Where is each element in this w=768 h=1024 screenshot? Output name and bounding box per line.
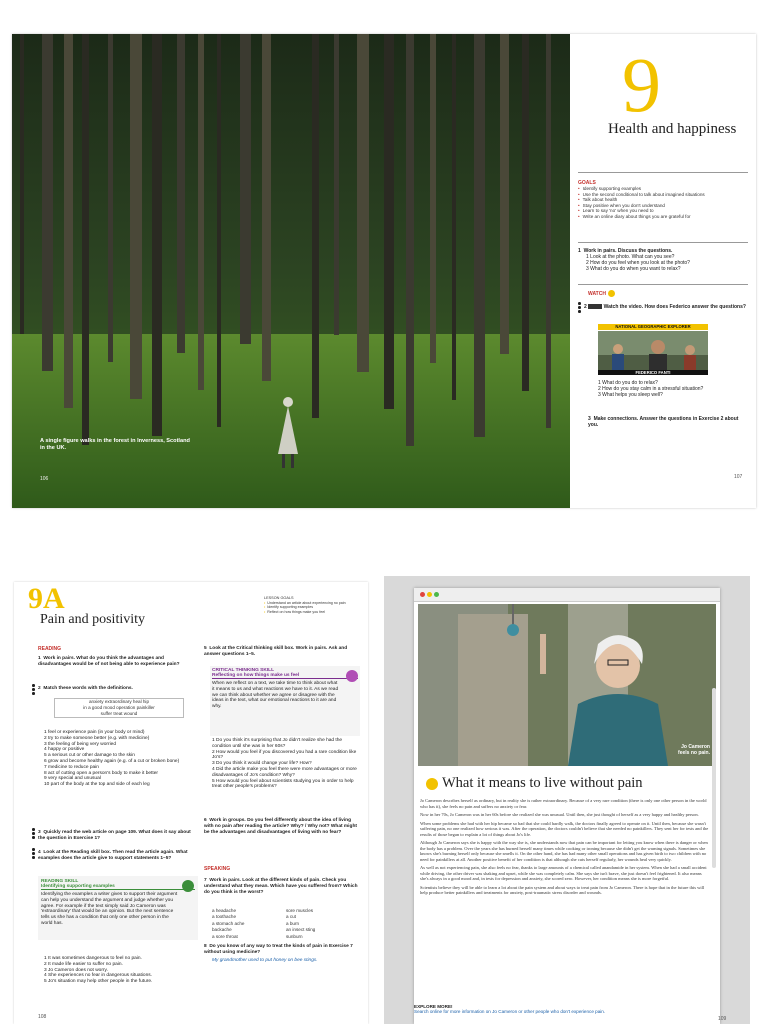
question-item: 3 What do you do when you want to relax? (586, 266, 681, 272)
definition-item: 1 feel or experience pain (in your body or mind) (44, 730, 145, 735)
tree-trunk (312, 34, 319, 418)
skill-text: Identifying the examples a writer gives to support their argument can help you understand the argument and judge whether you agree. For example if the text simply said Jo Cameron was 'extraordinary' that would be an opinion. But the next sentence tells us she has a condition that only one other person in the world has. (41, 892, 178, 926)
goal-item: • Write an online diary about things you are grateful for (578, 214, 750, 220)
minimize-icon[interactable] (427, 592, 432, 597)
statement-item: 1 It was sometimes dangerous to feel no pain. (44, 956, 142, 961)
pain-item: a burn (286, 920, 300, 926)
exercise-7: 7 Work in pairs. Look at the different kinds of pain. Check you understand what they mean. Which have you suffered from? Which do you think is the worst? (204, 878, 358, 895)
word-line: anxiety extraordinary heal hip (88, 699, 149, 704)
exercise-5: 5 Look at the Critical thinking skill box. Work in pairs. Ask and answer questions 1–5. (204, 646, 348, 657)
audio-dots-icon (32, 684, 35, 696)
pain-item: a toothache (212, 914, 237, 920)
question-item: 2 How do you stay calm in a stressful situation? (598, 386, 704, 392)
forest-photo (12, 34, 570, 508)
skill-heading: CRITICAL THINKING SKILL (212, 668, 275, 673)
tree-trunk (108, 34, 113, 362)
explore-more (414, 1004, 720, 1014)
unit-number: 9 (622, 41, 661, 128)
photo-caption: A single figure walks in the forest in Inverness, Scotland in the UK. (40, 438, 190, 451)
exercise-instruction: Work in groups. Do you feel differently about the idea of living with no pain after reading the article? Why? / Why not? What might be the advantages and disadvantages of living with no fear? (204, 818, 357, 835)
explorer-photo[interactable] (598, 331, 708, 375)
audio-dots-icon (32, 828, 35, 840)
tree-trunk (474, 34, 485, 437)
tree-trunk (430, 34, 436, 363)
exercise-instruction: Quickly read the web article on page 109. What does it say about the question in Exercise 1? (38, 830, 191, 841)
pain-item: sore muscles (286, 908, 314, 913)
reading-heading: READING (38, 646, 62, 652)
tree-trunk (546, 34, 551, 428)
definition-item: 6 grow and become healthy again (e.g. of a cut or broken bone) (44, 758, 180, 764)
exercise-2-questions (598, 380, 748, 398)
goal-item: • Learn to say 'no' when you need to (578, 208, 750, 214)
article-paragraph: As well as not experiencing pain, she also feels no fear, thanks to large amounts of a chemical called anandamide in her system. When she had a small accident while driving, the other driver was shaking and upset, while she was completely calm. She says she isn't brave, she just doesn't feel frightened. It also means she's always in a good mood and, in tests for depression and anxiety, she scored zero. However, her condition means she is more forgetful. (420, 865, 707, 881)
explore-link[interactable]: Search online for more information on Jo Cameron or other people who don't experience pain. (414, 1009, 606, 1014)
word-line: in a good mood operation painkiller (83, 705, 155, 710)
tree-trunk (130, 34, 142, 399)
watch-label: WATCH (588, 290, 606, 297)
tree-trunk (452, 34, 456, 400)
statement-item: 3 Jo Cameron does not worry. (44, 967, 108, 973)
exercise-2: 2 Match these words with the definitions. (38, 686, 133, 691)
exercise-instruction: Work in pairs. What do you think the advantages and disadvantages would be of not being able to experience pain? (38, 656, 180, 667)
pain-item: a sore throat (212, 933, 238, 939)
speaking-heading: SPEAKING (204, 866, 231, 872)
critical-thinking-questions (212, 738, 360, 790)
lesson-number: 9A (28, 582, 65, 615)
goals-heading: GOALS (578, 180, 596, 186)
caption-line: feels no pain. (678, 750, 710, 756)
article-paragraph: Although Jo Cameron says she is happy with the way she is, she understands now that pain can be important for letting you know when there is danger or when the body has a problem. Over the years she has burned herself many times while cooking or ironing because she didn't get the warning signals. Sometimes she knows she's burning herself only because she smells it. On the other hand, she has had many other small operations and has given birth to two children with no need for painkillers at all. Another positive benefit of her condition is that although she cuts herself regularly, her wounds heal very quickly. (420, 840, 708, 862)
pain-item: backache (212, 927, 232, 933)
article-body (420, 798, 710, 899)
skill-text: When we reflect on a text, we take time to think about what it means to us and what reactions we have to it. As we read we can think about whether we agree or disagree with the ideas in the text, what our emotional reactions to it are and why. (212, 681, 339, 710)
critical-thinking-box (210, 666, 360, 736)
tree-trunk (334, 34, 339, 335)
scrollbar[interactable] (712, 688, 716, 868)
exercise-1 (578, 248, 750, 272)
tree-trunk (262, 34, 271, 381)
pain-item: sunburn (286, 933, 303, 939)
definitions-list (44, 730, 200, 788)
tree-trunk (82, 34, 89, 445)
exercise-number: 1 (578, 248, 581, 254)
question-item: 1 Look at the photo. What can you see? (586, 254, 675, 260)
audio-dots-icon (32, 848, 35, 860)
goal-item: • Stay positive when you don't understand (578, 203, 750, 209)
tree-trunk (198, 34, 204, 390)
definition-item: 9 very special and unusual (44, 776, 101, 782)
question-item: 3 What helps you sleep well? (598, 392, 663, 398)
question-item: 2 How do you feel when you look at the photo? (586, 260, 690, 266)
exercise-4: 4 Look at the Reading skill box. Then read the article again. What examples does the article give to support statements 1–5? (38, 850, 188, 861)
tree-trunk (217, 34, 221, 427)
pain-list-right (286, 908, 356, 940)
caption-line: Jo Cameron (681, 744, 710, 750)
exercise-instruction: Make connections. Answer the questions in Exercise 2 about you. (588, 416, 739, 428)
page-number: 108 (38, 1014, 47, 1020)
divider (578, 172, 748, 173)
tree-trunk (20, 34, 24, 334)
definition-item: 7 medicine to reduce pain (44, 764, 99, 770)
unit-title: Health and happiness (608, 121, 737, 137)
exercise-6: 6 Work in groups. Do you feel differently about the idea of living with no pain after reading the article? Why? / Why not? What might be the advantages and disadvantages of living with no fear? (204, 818, 357, 835)
explore-heading: EXPLORE MORE! (414, 1004, 453, 1009)
statement-item: 5 Jo's situation may help other people in the future. (44, 979, 153, 985)
exercise-instruction: Look at the Critical thinking skill box. Work in pairs. Ask and answer questions 1–5. (204, 646, 348, 657)
question-item: 2 How would you feel if you discovered you had a rare condition like Jo's? (212, 749, 357, 761)
lesson-goal-item: • Identify supporting examples (264, 605, 364, 609)
lesson-title: Pain and positivity (40, 612, 145, 627)
article-page (384, 576, 750, 1024)
tree-trunk (64, 34, 73, 408)
audio-dots-icon (578, 302, 581, 314)
skill-heading: READING SKILL (41, 879, 79, 884)
skill-subheading: Reflecting on how things make us feel (212, 673, 358, 679)
exercise-2 (584, 304, 750, 310)
video-icon[interactable] (588, 304, 602, 309)
audio-icon[interactable] (426, 778, 438, 790)
definition-item: 10 part of the body at the top and side of each leg (44, 782, 150, 788)
lesson-goal-item: • Understand an article about experiencing no pain (264, 601, 364, 605)
browser-toolbar (414, 588, 720, 602)
pain-item: a stomach ache (212, 920, 245, 926)
example-answer: My grandmother used to put honey on bee stings. (212, 958, 318, 963)
lesson-goals-list (264, 601, 364, 614)
forest-illustration (12, 34, 570, 508)
tree-trunk (357, 34, 369, 372)
divider (578, 284, 748, 285)
exercise-8: 8 Do you know of any way to treat the kinds of pain in Exercise 7 without using medicine? (204, 944, 353, 955)
question-item: 4 Did the article make you feel there were more advantages or more disadvantages of Jo's condition? Why? (212, 766, 357, 778)
tree-trunk (500, 34, 509, 354)
exercise-instruction: Watch the video. How does Federico answer the questions? (603, 304, 746, 310)
unit-intro-panel (570, 34, 756, 508)
lesson-page (14, 582, 368, 1024)
page-number-right: 107 (734, 474, 743, 480)
exercise-instruction: Work in pairs. Look at the different kinds of pain. Check you understand what they mean. Which have you suffered from? Which do you think is the worst? (204, 878, 358, 895)
lesson-goal-item: • Reflect on how things make you feel (264, 610, 364, 614)
tree-trunk (240, 34, 251, 344)
thinking-icon (346, 670, 358, 682)
goals-list (578, 186, 750, 220)
tree-trunk (384, 34, 394, 409)
pain-item: an insect sting (286, 927, 316, 933)
statement-item: 4 She experiences no fear in dangerous situations. (44, 973, 153, 979)
article-paragraph: Jo Cameron describes herself as ordinary, but in reality she is rather extraordinary. Because of a very rare condition (there is only one other person in the world who has it), she feels no pain and suffers no anxiety or fear. (420, 798, 707, 809)
unit-opener-spread (12, 34, 756, 508)
question-item: 1 What do you do to relax? (598, 380, 658, 386)
photo-caption (678, 744, 710, 756)
exercise-instruction: Do you know of any way to treat the kinds of pain in Exercise 7 without using medicine? (204, 944, 353, 955)
close-icon[interactable] (420, 592, 425, 597)
exercise-number: 3 (588, 416, 591, 422)
browser-window (414, 588, 720, 1024)
article-paragraph: Now in her 70s, Jo Cameron was in her 60s before she realized she was unusual. Until then, she just thought of herself as a very happy and healthy person. (420, 812, 699, 817)
explorer-illustration (598, 331, 708, 375)
tree-trunk (177, 34, 185, 353)
question-item: 3 Do you think it would change your life? How? (212, 761, 312, 767)
definition-item: 2 try to make someone better (e.g. with medicine) (44, 735, 150, 741)
goal-item: • Talk about health (578, 197, 750, 203)
explore-text (414, 1009, 720, 1014)
exercise-instruction: Look at the Reading skill box. Then read the article again. What examples does the article give to support statements 1–5? (38, 850, 188, 861)
explorer-bar: NATIONAL GEOGRAPHIC EXPLORER (598, 324, 708, 330)
exercise-instruction: Match these words with the definitions. (43, 686, 133, 691)
tree-trunk (152, 34, 162, 436)
word-box (54, 698, 184, 718)
divider (578, 242, 748, 243)
goal-item: • Use the second conditional to talk about imagined situations (578, 192, 750, 198)
article-paragraph: Scientists believe they will be able to learn a lot about the pain system and about ways to treat pain from Jo Cameron. There is hope that in the future this will help produce better painkillers and treatments for anxiety, post-traumatic stress disorder and wounds. (420, 884, 705, 895)
play-icon[interactable] (608, 290, 615, 297)
book-icon (182, 880, 194, 892)
exercise-3: 3 Quickly read the web article on page 109. What does it say about the question in Exercise 1? (38, 830, 191, 841)
definition-item: 4 happy or positive (44, 747, 85, 753)
definition-item: 8 act of cutting open a person's body to make it better (44, 770, 158, 776)
article-paragraph: When some problems she had with her hip became so bad that she could hardly walk, the doctors finally agreed to operate on it. Until then, because she wasn't suffering pain, no one realized how serious it was. After the operation, the doctors couldn't believe that she needed no painkillers. They sent her for tests and the results of those began to explain a lot of things about Jo's life. (420, 820, 709, 837)
skill-subheading: Identifying supporting examples (41, 884, 195, 890)
pain-item: a headache (212, 908, 237, 913)
page-number-left: 106 (40, 476, 49, 482)
exercise-instruction: Work in pairs. Discuss the questions. (583, 248, 673, 254)
word-line: suffer treat wound (100, 711, 138, 716)
maximize-icon[interactable] (434, 592, 439, 597)
tree-trunk (42, 34, 53, 371)
statements-list (44, 956, 200, 985)
tree-trunk (406, 34, 414, 446)
tree-trunk (522, 34, 529, 391)
watch-heading (588, 290, 615, 297)
article-title: What it means to live without pain (442, 775, 643, 791)
lesson-goals-heading: LESSON GOALS (264, 596, 294, 600)
article-illustration (418, 604, 716, 766)
definition-item: 5 a serious cut or other damage to the skin (44, 753, 135, 759)
pain-list-left (212, 908, 282, 940)
explorer-name: FEDERICO FANTI (598, 370, 708, 376)
pain-item: a cut (286, 914, 296, 920)
exercise-number: 2 (584, 304, 587, 310)
article-photo (418, 604, 716, 766)
reading-skill-box (38, 876, 198, 940)
goal-item: • Identify supporting examples (578, 186, 750, 192)
exercise-1: 1 Work in pairs. What do you think the advantages and disadvantages would be of not being able to experience pain? (38, 656, 180, 667)
question-item: 5 How would you feel about scientists studying you in order to help treat other people's problems? (212, 778, 354, 790)
exercise-3 (588, 416, 748, 428)
statement-item: 2 It made life easier to suffer no pain. (44, 961, 123, 967)
page-number: 109 (718, 1016, 727, 1022)
definition-item: 3 the feeling of being very worried (44, 741, 116, 747)
question-item: 1 Do you think it's surprising that Jo didn't realize she had the condition until she was in her 60s? (212, 738, 343, 749)
